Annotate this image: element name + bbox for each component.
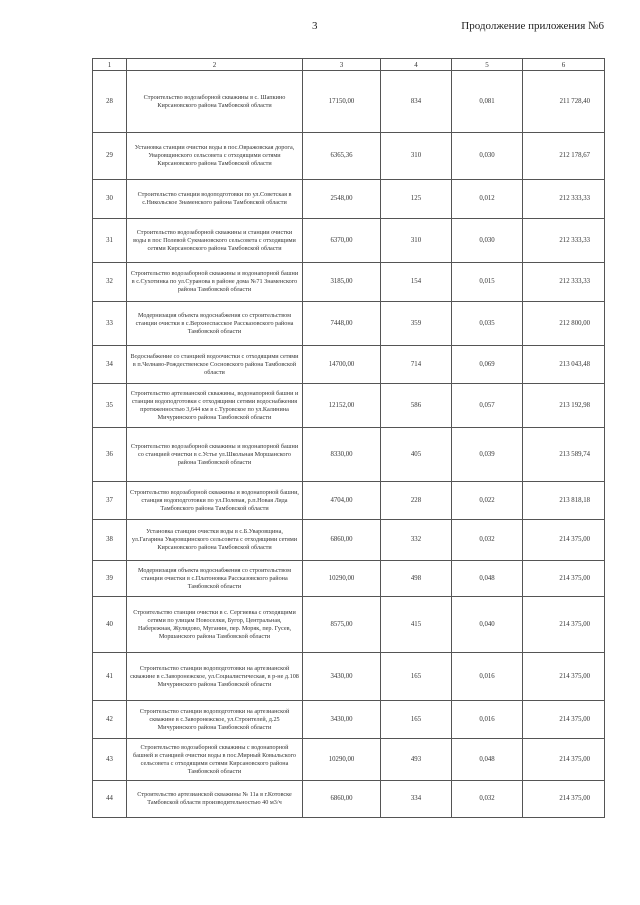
- column-6-cell: 214 375,00: [523, 739, 605, 781]
- table-row: [93, 219, 605, 263]
- column-4-cell: 493: [381, 739, 452, 781]
- row-number-cell: 37: [93, 482, 127, 520]
- row-number-cell: 32: [93, 263, 127, 302]
- description-cell: Строительство станции водоподготовки на артезианской скважине в с.Заворонежское, ул.Строителей, д.25 Мичуринского района Тамбовской области: [127, 701, 303, 739]
- description-cell: Водоснабжение со станцией водоочистки с отходящими сетями в п.Челнаво-Рождественское Сосновского района Тамбовской области: [127, 346, 303, 384]
- column-4-cell: 165: [381, 701, 452, 739]
- header-cell: 1: [93, 59, 127, 71]
- column-5-cell: 0,030: [452, 219, 523, 263]
- column-4-cell: 228: [381, 482, 452, 520]
- table-row: [93, 482, 605, 520]
- column-5-cell: 0,015: [452, 263, 523, 302]
- table-row: [93, 180, 605, 219]
- column-5-cell: 0,035: [452, 302, 523, 346]
- column-6-cell: 213 818,18: [523, 482, 605, 520]
- table-row: [93, 302, 605, 346]
- description-cell: Строительство станции очистки в с. Сергиевка с отходящими сетями по улицам Новоселки, Бугор, Центральная, Набережная, Жулидово, Муганин, пер. Моряк, пер. Гусев, Моршанского района Тамбовской области: [127, 597, 303, 653]
- table-row: [93, 384, 605, 428]
- description-cell: Строительство водозаборной скважины и станции очистки воды в пос Полевой Сукмановского сельсовета с отходящими сетями Кирсановского района Тамбовской области: [127, 219, 303, 263]
- description-cell: Строительство станции водоподготовки по ул.Советская в с.Никольское Знаменского района Тамбовской области: [127, 180, 303, 219]
- description-cell: Модернизация объекта водоснабжения со строительством станции очистки в с.Верхнеспасское Рассказовского района Тамбовской области: [127, 302, 303, 346]
- column-6-cell: 214 375,00: [523, 701, 605, 739]
- table-row: [93, 781, 605, 818]
- column-4-cell: 165: [381, 653, 452, 701]
- row-number-cell: 41: [93, 653, 127, 701]
- column-5-cell: 0,030: [452, 133, 523, 180]
- column-3-cell: 4704,00: [303, 482, 381, 520]
- column-6-cell: 214 375,00: [523, 561, 605, 597]
- header-cell: 6: [523, 59, 605, 71]
- column-3-cell: 12152,00: [303, 384, 381, 428]
- column-6-cell: 212 800,00: [523, 302, 605, 346]
- table-row: [93, 133, 605, 180]
- table-row: [93, 597, 605, 653]
- description-cell: Строительство водозаборной скважины с водонапорной башней и станцией очистки воды в пос.Мирный Ковыльского сельсовета с отходящими сетями Кирсановского района Тамбовской области: [127, 739, 303, 781]
- description-cell: Установка станции очистки воды в с.Б.Уваровщина, ул.Гагарина Уваровщинского сельсовета с отходящими сетями Кирсановского района Тамбовской области: [127, 520, 303, 561]
- header-cell: 5: [452, 59, 523, 71]
- column-3-cell: 3430,00: [303, 653, 381, 701]
- column-3-cell: 8330,00: [303, 428, 381, 482]
- table-row: [93, 653, 605, 701]
- table-row: [93, 739, 605, 781]
- table-row: [93, 263, 605, 302]
- row-number-cell: 30: [93, 180, 127, 219]
- row-number-cell: 29: [93, 133, 127, 180]
- row-number-cell: 34: [93, 346, 127, 384]
- column-6-cell: 213 043,48: [523, 346, 605, 384]
- column-3-cell: 6370,00: [303, 219, 381, 263]
- column-6-cell: 214 375,00: [523, 653, 605, 701]
- column-4-cell: 334: [381, 781, 452, 818]
- column-3-cell: 6860,00: [303, 520, 381, 561]
- row-number-cell: 40: [93, 597, 127, 653]
- column-6-cell: 213 192,98: [523, 384, 605, 428]
- column-3-cell: 3430,00: [303, 701, 381, 739]
- column-5-cell: 0,081: [452, 71, 523, 133]
- description-cell: Строительство водозаборной скважины и водонапорной башни в с.Сухотинка по ул.Суранова в районе дома №71 Знаменского района Тамбовской области: [127, 263, 303, 302]
- column-4-cell: 310: [381, 219, 452, 263]
- column-4-cell: 405: [381, 428, 452, 482]
- column-3-cell: 7448,00: [303, 302, 381, 346]
- continuation-label: Продолжение приложения №6: [461, 20, 604, 32]
- description-cell: Модернизация объекта водоснабжения со строительством станции очистки в с.Платоновка Рассказовского района Тамбовской области: [127, 561, 303, 597]
- row-number-cell: 44: [93, 781, 127, 818]
- column-4-cell: 310: [381, 133, 452, 180]
- column-3-cell: 10290,00: [303, 739, 381, 781]
- row-number-cell: 36: [93, 428, 127, 482]
- column-4-cell: 154: [381, 263, 452, 302]
- column-5-cell: 0,016: [452, 653, 523, 701]
- column-6-cell: 214 375,00: [523, 781, 605, 818]
- row-number-cell: 28: [93, 71, 127, 133]
- column-5-cell: 0,040: [452, 597, 523, 653]
- table-row: [93, 428, 605, 482]
- row-number-cell: 31: [93, 219, 127, 263]
- column-4-cell: 125: [381, 180, 452, 219]
- column-4-cell: 714: [381, 346, 452, 384]
- row-number-cell: 33: [93, 302, 127, 346]
- header-cell: 4: [381, 59, 452, 71]
- column-5-cell: 0,048: [452, 561, 523, 597]
- column-4-cell: 586: [381, 384, 452, 428]
- description-cell: Строительство артезианской скважины, водонапорной башни и станции водоподготовки с отходящими сетями водоснабжения протяженностью 3,644 км в с.Туровское по ул.Калинина Мичуринского района Тамбовской области: [127, 384, 303, 428]
- column-4-cell: 359: [381, 302, 452, 346]
- column-4-cell: 415: [381, 597, 452, 653]
- data-table: [92, 58, 605, 818]
- row-number-cell: 39: [93, 561, 127, 597]
- column-3-cell: 14700,00: [303, 346, 381, 384]
- column-6-cell: 214 375,00: [523, 520, 605, 561]
- column-5-cell: 0,022: [452, 482, 523, 520]
- column-6-cell: 212 333,33: [523, 180, 605, 219]
- column-6-cell: 212 333,33: [523, 219, 605, 263]
- table-row: [93, 561, 605, 597]
- column-3-cell: 17150,00: [303, 71, 381, 133]
- column-5-cell: 0,069: [452, 346, 523, 384]
- column-4-cell: 498: [381, 561, 452, 597]
- row-number-cell: 42: [93, 701, 127, 739]
- column-6-cell: 211 728,40: [523, 71, 605, 133]
- header-cell: 2: [127, 59, 303, 71]
- description-cell: Строительство водозаборной скважины и водонапорной башни со станцией очистки в с.Устье ул.Школьная Моршанского района Тамбовской области: [127, 428, 303, 482]
- column-5-cell: 0,016: [452, 701, 523, 739]
- description-cell: Установка станции очистки воды в пос.Овражовская дорога, Уваровщинского сельсовета с отходящими сетями Кирсановского района Тамбовской области: [127, 133, 303, 180]
- column-6-cell: 214 375,00: [523, 597, 605, 653]
- column-5-cell: 0,012: [452, 180, 523, 219]
- column-4-cell: 834: [381, 71, 452, 133]
- table-row: [93, 346, 605, 384]
- description-cell: Строительство артезианской скважины № 11а в г.Котовске Тамбовской области производительностью 40 м3/ч: [127, 781, 303, 818]
- description-cell: Строительство станции водоподготовки на артезианской скважине в с.Заворонежское, ул.Социалистическая, в р-не д.108 Мичуринского района Тамбовской области: [127, 653, 303, 701]
- column-3-cell: 3185,00: [303, 263, 381, 302]
- row-number-cell: 38: [93, 520, 127, 561]
- row-number-cell: 43: [93, 739, 127, 781]
- column-6-cell: 212 333,33: [523, 263, 605, 302]
- column-5-cell: 0,057: [452, 384, 523, 428]
- description-cell: Строительство водозаборной скважины и водонапорной башни, станция водоподготовки по ул.Полевая, р.п.Новая Ляда Тамбовского района Тамбовской области: [127, 482, 303, 520]
- column-5-cell: 0,032: [452, 781, 523, 818]
- table-row: [93, 520, 605, 561]
- header-cell: 3: [303, 59, 381, 71]
- column-5-cell: 0,048: [452, 739, 523, 781]
- column-6-cell: 213 589,74: [523, 428, 605, 482]
- column-3-cell: 10290,00: [303, 561, 381, 597]
- table-row: [93, 71, 605, 133]
- column-3-cell: 2548,00: [303, 180, 381, 219]
- row-number-cell: 35: [93, 384, 127, 428]
- page-number: 3: [312, 20, 318, 32]
- column-5-cell: 0,032: [452, 520, 523, 561]
- column-3-cell: 6365,36: [303, 133, 381, 180]
- table-row: [93, 701, 605, 739]
- table-header-row: [93, 59, 605, 71]
- column-3-cell: 8575,00: [303, 597, 381, 653]
- column-5-cell: 0,039: [452, 428, 523, 482]
- column-3-cell: 6860,00: [303, 781, 381, 818]
- column-4-cell: 332: [381, 520, 452, 561]
- description-cell: Строительство водозаборной скважины в с. Шапкино Кирсановского района Тамбовской области: [127, 71, 303, 133]
- column-6-cell: 212 178,67: [523, 133, 605, 180]
